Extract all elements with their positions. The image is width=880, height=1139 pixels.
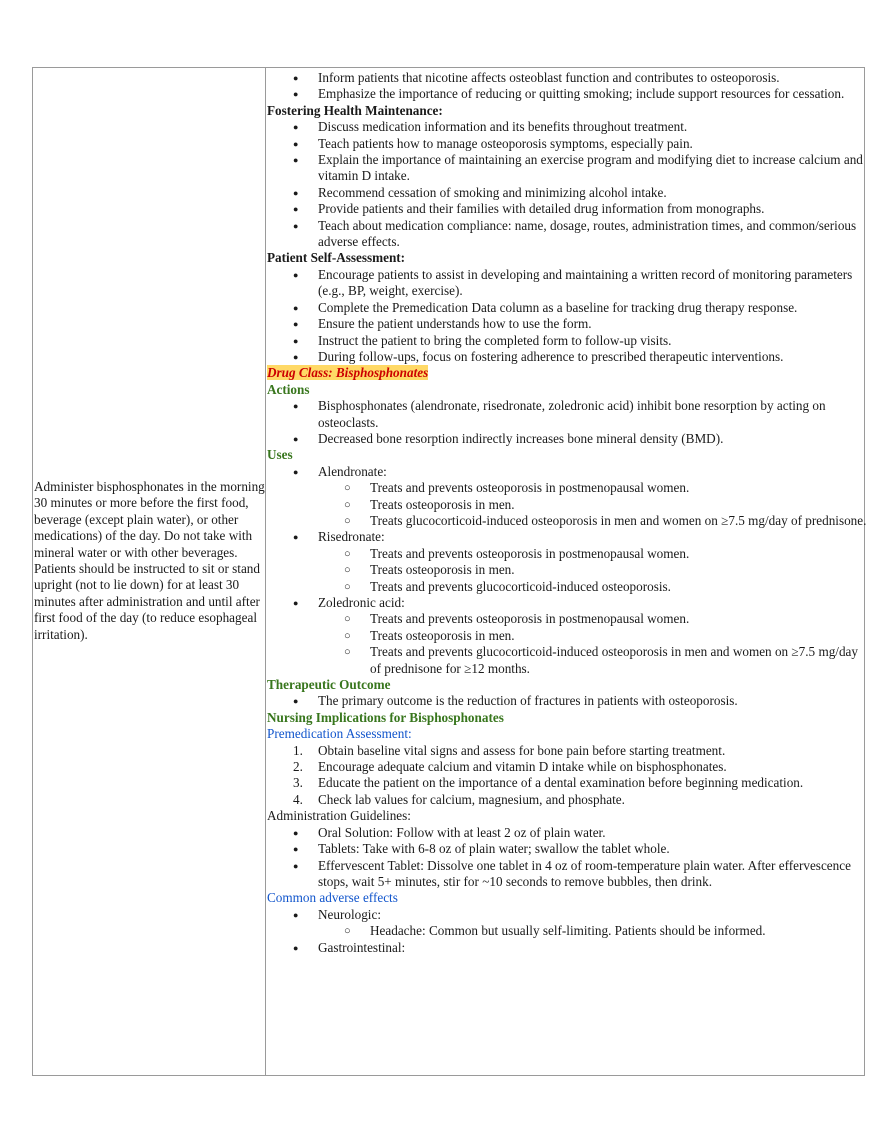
list-item: 3. Educate the patient on the importance of a dental examination before beginning medication. <box>293 775 804 791</box>
list-item: ● Explain the importance of maintaining an exercise program and modifying diet to increase calcium and vitamin D intake. <box>267 152 867 185</box>
drug-class-label: Drug Class: Bisphosphonates <box>267 365 429 381</box>
neurologic-label: ● Neurologic: <box>267 907 867 923</box>
administration-heading: Administration Guidelines: <box>267 808 411 824</box>
adverse-effects-heading: Common adverse effects <box>267 890 398 906</box>
list-item: ○ Treats osteoporosis in men. <box>267 628 867 644</box>
list-item: ● Emphasize the importance of reducing or quitting smoking; include support resources for cessation. <box>267 86 867 102</box>
list-item: ● Inform patients that nicotine affects osteoblast function and contributes to osteoporosis. <box>267 70 867 86</box>
administration-timing-note: Administer bisphosphonates in the morning 30 minutes or more before the first food, beverage (except plain water), or other medications) of the day. Do not take with mineral water or with other beverages. Patients should be instructed to sit or stand upright (not to lie down) for at least 30 minutes after administration and until after first food of the day (to reduce esophageal irritation). <box>34 479 265 642</box>
therapeutic-outcome-heading: Therapeutic Outcome <box>267 677 391 693</box>
right-column-cell <box>267 70 867 956</box>
actions-list <box>267 398 867 447</box>
premedication-heading: Premedication Assessment: <box>267 726 412 742</box>
drug-name-zoledronic-acid: ● Zoledronic acid: <box>267 595 867 611</box>
list-item: ● Teach about medication compliance: name, dosage, routes, administration times, and common/serious adverse effects. <box>267 218 867 251</box>
list-item: ● Decreased bone resorption indirectly increases bone mineral density (BMD). <box>267 431 867 447</box>
left-column-cell <box>33 68 266 1075</box>
list-item: ● Complete the Premedication Data column as a baseline for tracking drug therapy response. <box>267 300 867 316</box>
list-item: ○ Treats and prevents osteoporosis in postmenopausal women. <box>267 611 867 627</box>
actions-heading: Actions <box>267 381 310 397</box>
list-item: ● Provide patients and their families with detailed drug information from monographs. <box>267 201 867 217</box>
nursing-implications-heading: Nursing Implications for Bisphosphonates <box>267 709 504 725</box>
gastrointestinal-label: ● Gastrointestinal: <box>267 940 867 956</box>
administration-list <box>267 825 867 891</box>
list-item: ● During follow-ups, focus on fostering adherence to prescribed therapeutic interventions. <box>267 349 867 365</box>
list-item: ○ Treats and prevents osteoporosis in postmenopausal women. <box>267 546 867 562</box>
drug-name-risedronate: ● Risedronate: <box>267 529 867 545</box>
list-item: ● Bisphosphonates (alendronate, risedronate, zoledronic acid) inhibit bone resorption by acting on osteoclasts. <box>267 398 867 431</box>
list-item: ● Oral Solution: Follow with at least 2 oz of plain water. <box>267 825 867 841</box>
list-item: ● Discuss medication information and its benefits throughout treatment. <box>267 119 867 135</box>
list-item: ● Encourage patients to assist in developing and maintaining a written record of monitoring parameters (e.g., BP, weight, exercise). <box>267 267 867 300</box>
list-item: ○ Treats and prevents glucocorticoid-induced osteoporosis in men and women on ≥7.5 mg/day of prednisone for ≥12 months. <box>267 644 867 677</box>
self-assessment-heading: Patient Self-Assessment: <box>267 250 406 266</box>
therapeutic-outcome-list <box>267 693 867 709</box>
health-maintenance-list <box>267 119 867 250</box>
list-item: ● Tablets: Take with 6-8 oz of plain water; swallow the tablet whole. <box>267 841 867 857</box>
list-item: ○ Treats osteoporosis in men. <box>267 497 867 513</box>
drug-name-alendronate: ● Alendronate: <box>267 464 867 480</box>
list-item: ● Recommend cessation of smoking and minimizing alcohol intake. <box>267 185 867 201</box>
self-assessment-list <box>267 267 867 365</box>
list-item: ● The primary outcome is the reduction of fractures in patients with osteoporosis. <box>267 693 867 709</box>
list-item: 4. Check lab values for calcium, magnesium, and phosphate. <box>293 791 625 807</box>
health-maintenance-heading: Fostering Health Maintenance: <box>267 102 443 118</box>
list-item: ● Teach patients how to manage osteoporosis symptoms, especially pain. <box>267 136 867 152</box>
list-item: ● Effervescent Tablet: Dissolve one tablet in 4 oz of room-temperature plain water. After effervescence stops, wait 5+ minutes, stir for ~10 seconds to remove bubbles, then drink. <box>267 858 867 891</box>
uses-heading: Uses <box>267 447 293 463</box>
list-item: ○ Treats glucocorticoid-induced osteoporosis in men and women on ≥7.5 mg/day of prednisone. <box>267 513 867 529</box>
list-item: 1. Obtain baseline vital signs and assess for bone pain before starting treatment. <box>293 742 726 758</box>
list-item: ● Ensure the patient understands how to use the form. <box>267 316 867 332</box>
list-item: ○ Treats osteoporosis in men. <box>267 562 867 578</box>
list-item: 2. Encourage adequate calcium and vitamin D intake while on bisphosphonates. <box>293 759 727 775</box>
premedication-list <box>267 743 867 809</box>
uses-list <box>267 464 867 677</box>
adverse-effects-list <box>267 907 867 956</box>
list-item: ● Instruct the patient to bring the completed form to follow-up visits. <box>267 333 867 349</box>
content-table <box>32 67 865 1076</box>
smoking-bullets <box>267 70 867 103</box>
list-item: ○ Headache: Common but usually self-limiting. Patients should be informed. <box>267 923 867 939</box>
drug-class-heading <box>267 365 867 381</box>
list-item: ○ Treats and prevents glucocorticoid-induced osteoporosis. <box>267 579 867 595</box>
list-item: ○ Treats and prevents osteoporosis in postmenopausal women. <box>267 480 867 496</box>
